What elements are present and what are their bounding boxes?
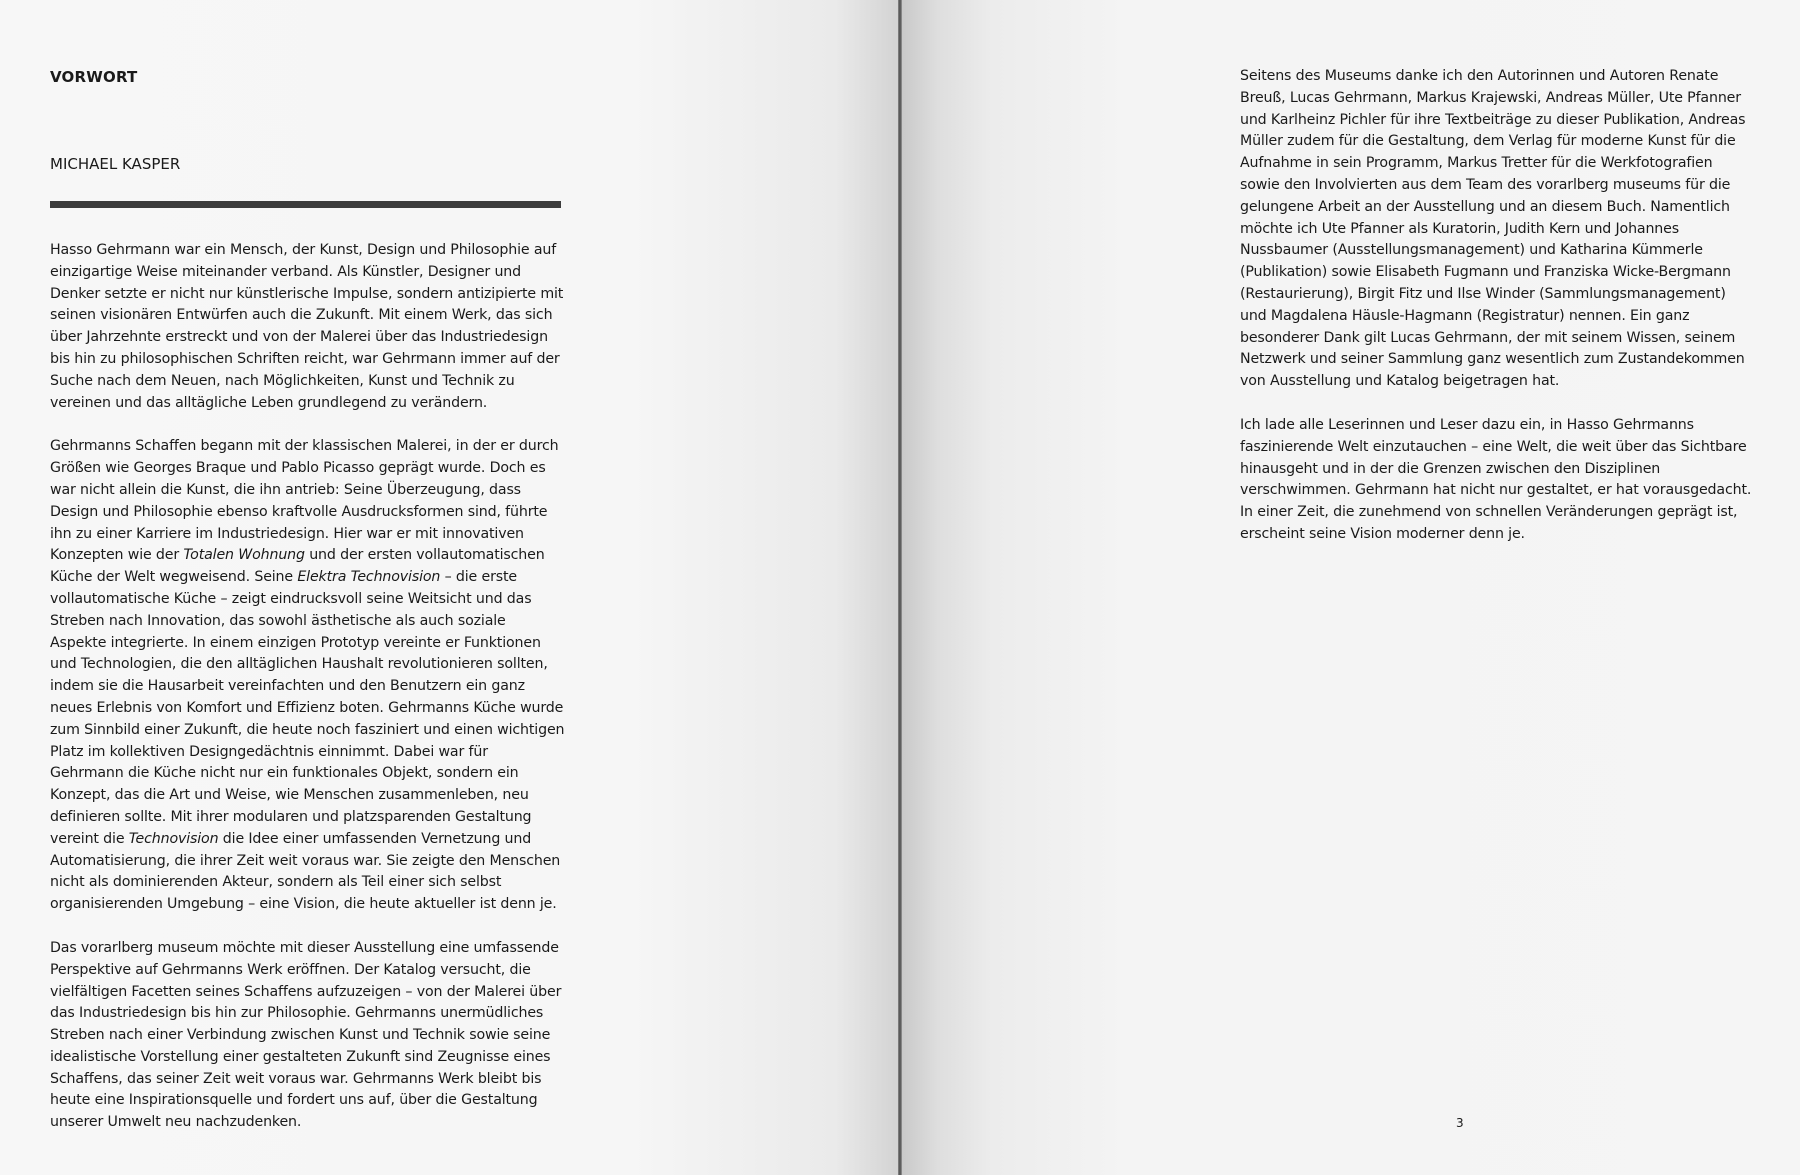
text-run: und der ersten vollautomatischen Küche der Welt wegweisend. Seine: [50, 547, 545, 586]
right-page: [902, 0, 1800, 1175]
author-name: MICHAEL KASPER: [50, 155, 181, 173]
text-run: – die erste vollautomatische Küche – zeigt eindrucksvoll seine Weitsicht und das Streben nach Innovation, das sowohl ästhetische als auch soziale Aspekte integrierte. In einem einzigen Prototyp vereinte er Funktionen und Technologien, die den alltäglichen Haushalt revolutionieren sollten, indem sie die Hausarbeit vereinfachten und den Benutzern ein ganz neues Erlebnis von Komfort und Effizienz boten. Gehrmanns Küche wurde zum Sinnbild einer Zukunft, die heute noch fasziniert und einen wichtigen Platz im kollektiven Designgedächtnis einnimmt. Dabei war für Gehrmann die Küche nicht nur ein funktionales Objekt, sondern ein Konzept, das die Art und Weise, wie Menschen zusammenleben, neu definieren sollte. Mit ihrer modularen und platzsparenden Gestaltung vereint die: [50, 569, 565, 847]
italic-title-technovision: Technovision: [128, 830, 219, 847]
left-body-text: [50, 240, 565, 1156]
section-label: VORWORT: [50, 68, 138, 86]
text-run: Gehrmanns Schaffen begann mit der klassischen Malerei, in der er durch Größen wie Georges Braque und Pablo Picasso geprägt wurde. Doch es war nicht allein die Kunst, die ihn antrieb: Seine Überzeugung, dass Design und Philosophie ebenso kraftvolle Ausdrucksformen sind, führte ihn zu einer Karriere im Industriedesign. Hier war er mit innovativen Konzepten wie der: [50, 438, 559, 564]
paragraph-acknowledgements: Seitens des Museums danke ich den Autorinnen und Autoren Renate Breuß, Lucas Gehrmann, Markus Krajewski, Andreas Müller, Ute Pfanner und Karlheinz Pichler für ihre Textbeiträge zu dieser Publikation, Andreas Müller zudem für die Gestaltung, dem Verlag für moderne Kunst für die Aufnahme in sein Programm, Markus Tretter für die Werkfotografien sowie den Involvierten aus dem Team des vorarlberg museums für die gelungene Arbeit an der Ausstellung und an diesem Buch. Namentlich möchte ich Ute Pfanner als Kuratorin, Judith Kern und Johannes Nussbaumer (Ausstellungsmanagement) und Katharina Kümmerle (Publikation) sowie Elisabeth Fugmann und Franziska Wicke-Bergmann (Restaurierung), Birgit Fitz und Ilse Winder (Sammlungsmanagement) und Magdalena Häusle-Hagmann (Registratur) nennen. Ein ganz besonderer Dank gilt Lucas Gehrmann, der mit seinem Wissen, seinem Netzwerk und seiner Sammlung ganz wesentlich zum Zustandekommen von Ausstellung und Katalog beigetragen hat.: [1240, 68, 1746, 390]
italic-title-elektra-technovision: Elektra Technovision: [297, 569, 441, 586]
text-run: Das vorarlberg museum möchte mit dieser Ausstellung eine umfassende Perspektive auf Gehrmanns Werk eröffnen. Der Katalog versucht, die vielfältigen Facetten seines Schaffens aufzuzeigen – von der Malerei über das Industriedesign bis hin zur Philosophie. Gehrmanns unermüdliches Streben nach einer Verbindung zwischen Kunst und Technik sowie seine idealistische Vorstellung einer gestalteten Zukunft sind Zeugnisse eines Schaffens, das seiner Zeit weit voraus war. Gehrmanns Werk bleibt bis heute eine Inspirationsquelle und fordert uns auf, über die Gestaltung unserer Umwelt neu nachzudenken.: [50, 939, 562, 1131]
page-number: 3: [1456, 1116, 1464, 1130]
divider-rule: [50, 201, 561, 208]
paragraph-exhibition: [50, 938, 565, 1134]
left-page: [0, 0, 898, 1175]
paragraph-invitation: Ich lade alle Leserinnen und Leser dazu ein, in Hasso Gehrmanns faszinierende Welt einzutauchen – eine Welt, die weit über das Sichtbare hinausgeht und in der die Grenzen zwischen den Disziplinen verschwimmen. Gehrmann hat nicht nur gestaltet, er hat vorausgedacht. In einer Zeit, die zunehmend von schnellen Veränderungen geprägt ist, erscheint seine Vision moderner denn je.: [1240, 416, 1752, 542]
text-run: die Idee einer umfassenden Vernetzung und Automatisierung, die ihrer Zeit weit voraus war. Sie zeigte den Menschen nicht als dominierenden Akteur, sondern als Teil einer sich selbst organisierenden Umgebung – eine Vision, die heute aktueller ist denn je.: [50, 830, 561, 913]
italic-title-totalen-wohnung: Totalen Wohnung: [183, 547, 305, 564]
paragraph-intro: [50, 240, 565, 414]
text-run: Hasso Gehrmann war ein Mensch, der Kunst, Design und Philosophie auf einzigartige Weise miteinander verband. Als Künstler, Designer und Denker setzte er nicht nur künstlerische Impulse, sondern antizipierte mit seinen visionären Entwürfen auch die Zukunft. Mit einem Werk, das sich über Jahrzehnte erstreckt und von der Malerei über das Industriedesign bis hin zu philosophischen Schriften reicht, war Gehrmann immer auf der Suche nach dem Neuen, nach Möglichkeiten, Kunst und Technik zu vereinen und das alltägliche Leben grundlegend zu verändern.: [50, 242, 564, 411]
right-body-text: [1240, 66, 1755, 568]
paragraph-career: [50, 436, 565, 916]
